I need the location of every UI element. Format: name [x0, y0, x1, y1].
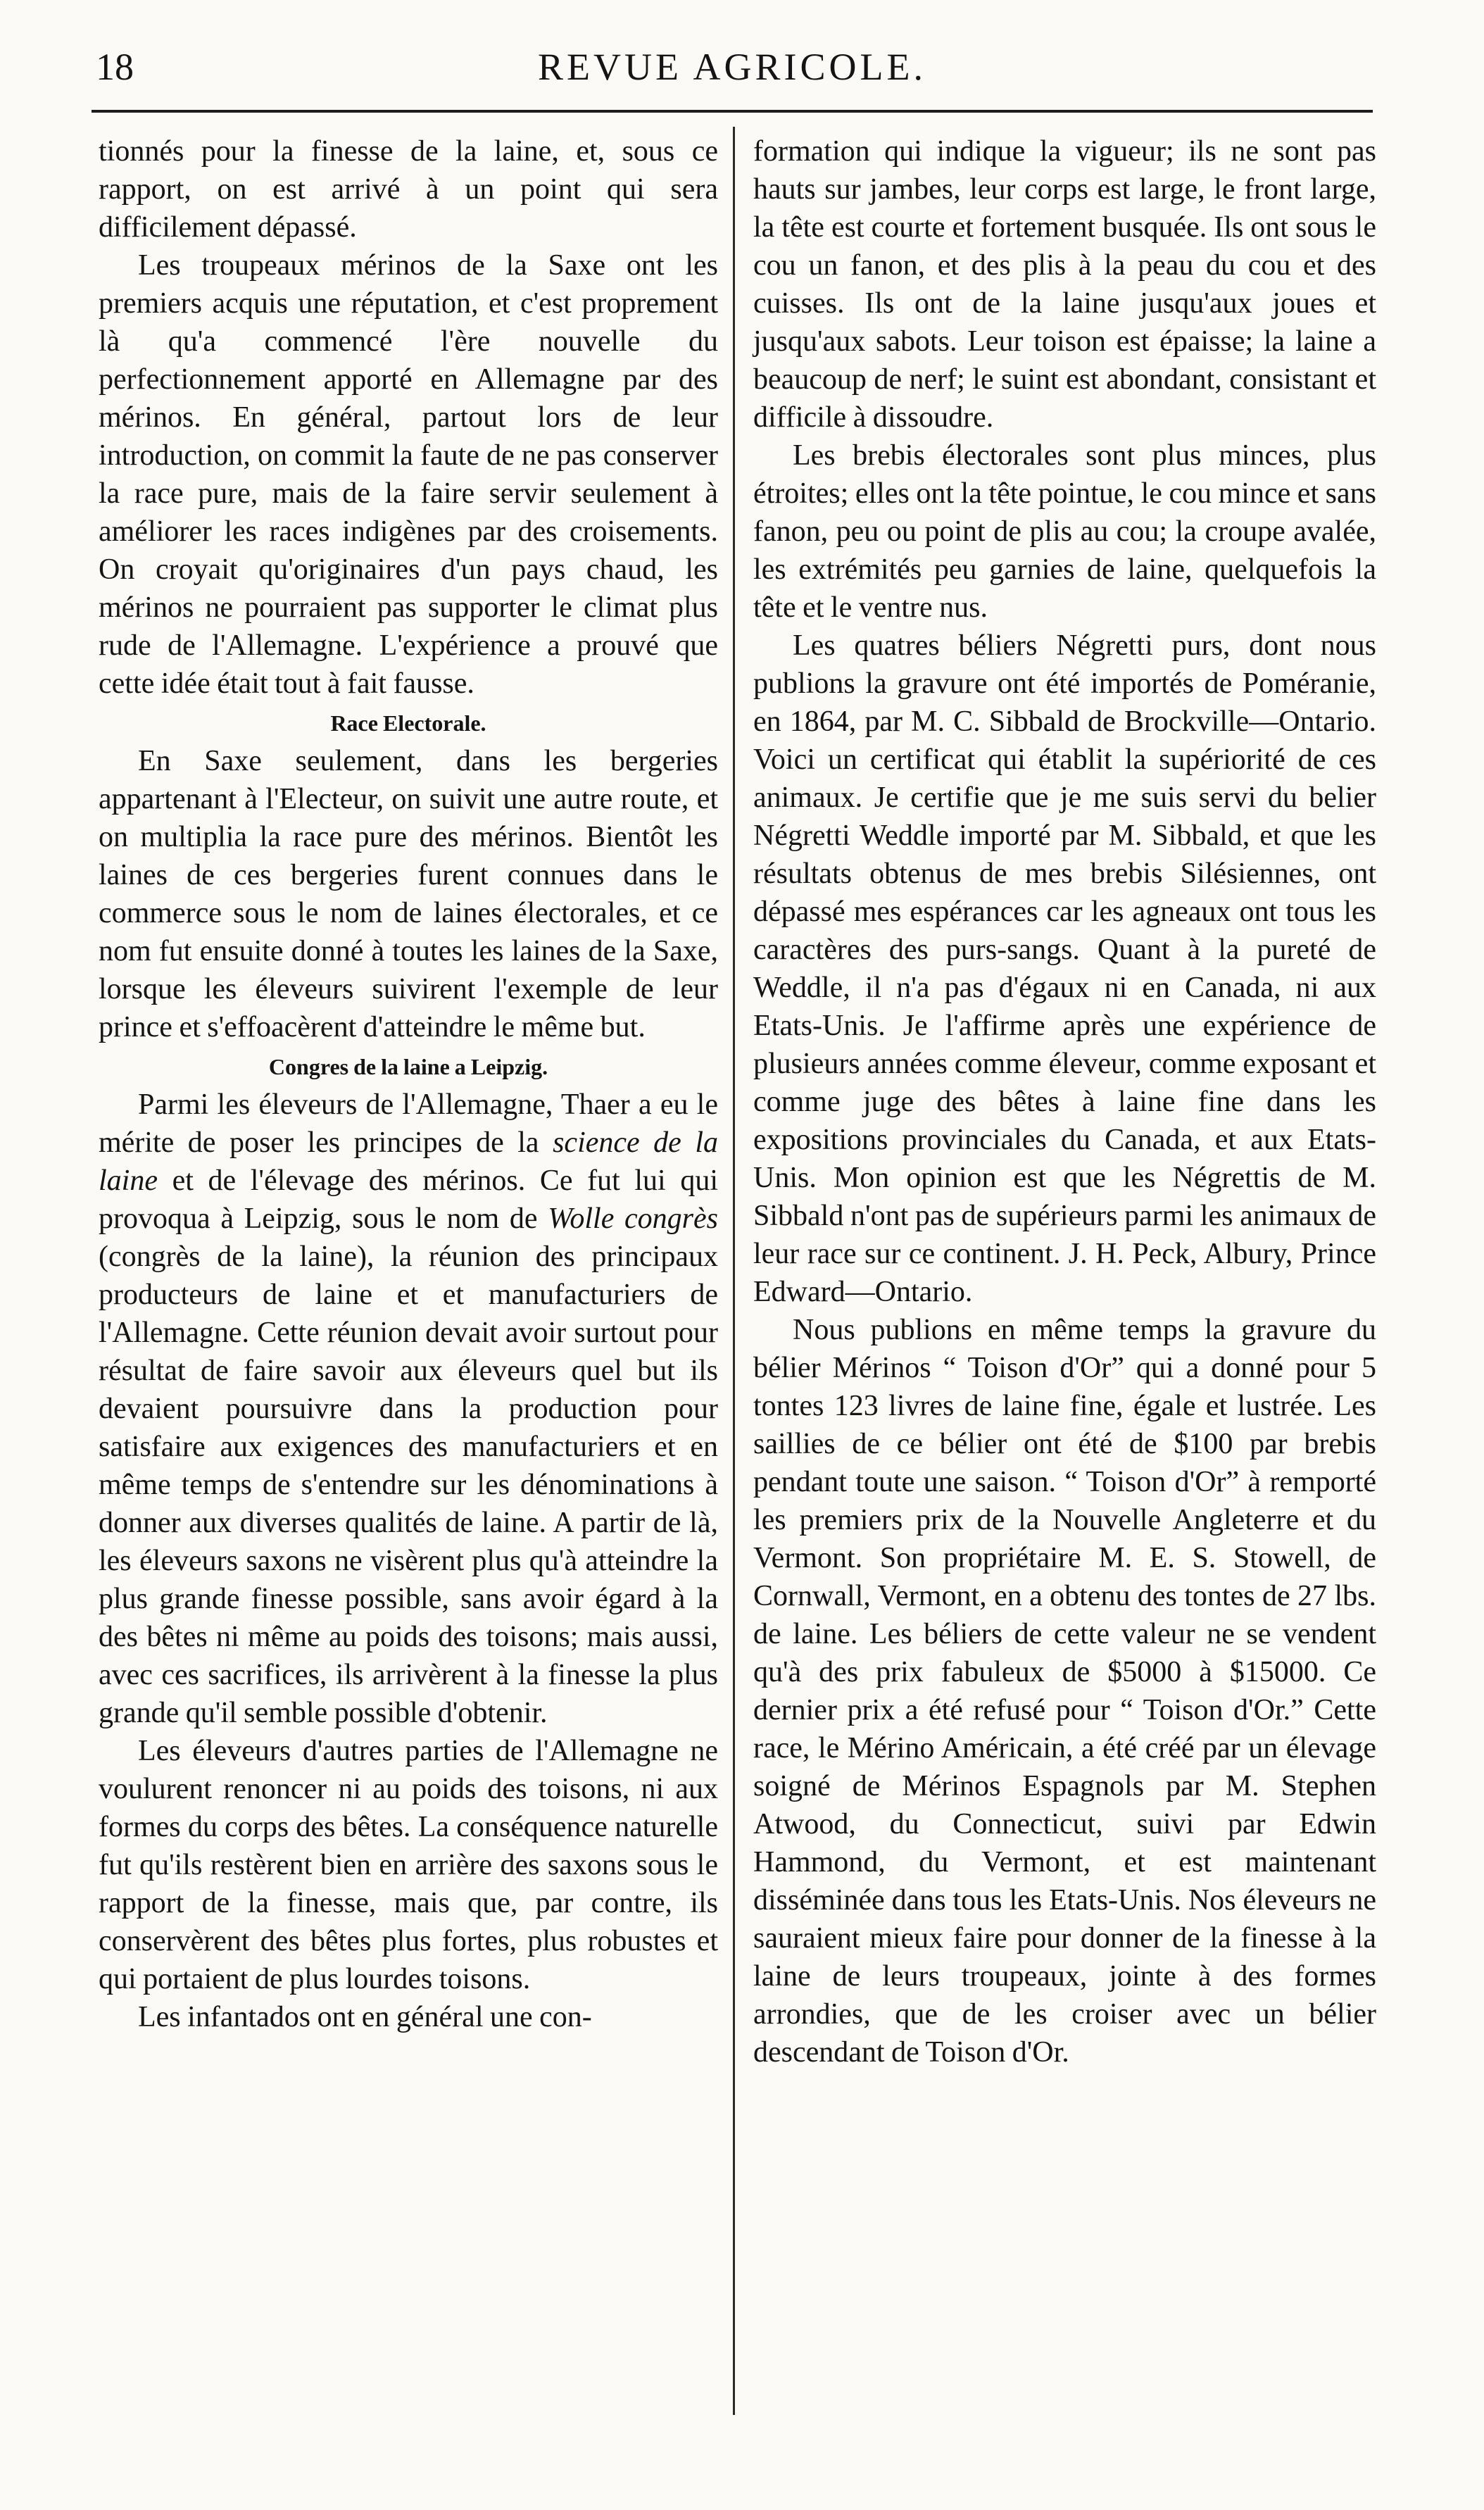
- left-paragraph-1: tionnés pour la finesse de la laine, et, sous ce rapport, on est arrivé à un point qui sera difficilement dépassé.: [99, 135, 718, 244]
- page-header: [92, 45, 1373, 101]
- page-number: 18: [96, 46, 134, 88]
- right-column: [753, 132, 1376, 2071]
- left-paragraph-4-part-c: (congrès de la laine), la réunion des principaux producteurs de laine et et manufacturiers de l'Allemagne. Cette réunion devait avoir surtout pour résultat de faire savoir aux éleveurs quel but ils devaient poursuivre dans la production pour satisfaire aux exigences des manufacturiers et en même temps de s'entendre sur les dénominations à donner aux diverses qualités de laine. A partir de là, les éleveurs saxons ne visèrent plus qu'à atteindre la plus grande finesse possible, sans avoir égard à la des bêtes ni même au poids des toisons; mais aussi, avec ces sacrifices, ils arrivèrent à la finesse la plus grande qu'il semble possible d'obtenir.: [99, 1241, 718, 1729]
- left-paragraph-3: En Saxe seulement, dans les bergeries appartenant à l'Electeur, on suivit une autre route, et on multiplia la race pure des mérinos. Bientôt les laines de ces bergeries furent connues dans le commerce sous le nom de laines électorales, et ce nom fut ensuite donné à toutes les laines de la Saxe, lorsque les éleveurs suivirent l'exemple de leur prince et s'effoacèrent d'atteindre le même but.: [99, 745, 718, 1043]
- italic-wolle-congres: Wolle congrès: [548, 1203, 718, 1235]
- left-paragraph-4: [99, 1086, 718, 1732]
- italic-science-de-la-laine: science de la laine: [99, 1127, 719, 1197]
- header-rule: [92, 110, 1373, 113]
- right-paragraph-1: formation qui indique la vigueur; ils ne sont pas hauts sur jambes, leur corps est large, le front large, la tête est courte et fortement busquée. Ils ont sous le cou un fanon, et des plis à la peau du cou et des cuisses. Ils ont de la laine jusqu'aux joues et jusqu'aux sabots. Leur toison est épaisse; la laine a beaucoup de nerf; le suint est abondant, consistant et difficile à dissoudre.: [753, 135, 1376, 434]
- running-title: REVUE AGRICOLE.: [538, 46, 926, 88]
- left-column: [99, 132, 718, 2036]
- section-heading-race-electorale: Race Electorale.: [330, 710, 486, 736]
- left-paragraph-4-part-a: Parmi les éleveurs de l'Allemagne, Thaer a eu le mérite de poser les principes de la: [99, 1088, 718, 1159]
- right-paragraph-3: Les quatres béliers Négretti purs, dont nous publions la gravure ont été importés de Poméranie, en 1864, par M. C. Sibbald de Brockville—Ontario. Voici un certificat qui établit la supériorité de ces animaux. Je certifie que je me suis servi du belier Négretti Weddle importé par M. Sibbald, et que les résultats obtenus de mes brebis Silésiennes, ont dépassé mes espérances car les agneaux ont tous les caractères des purs-sangs. Quant à la pureté de Weddle, il n'a pas d'égaux ni en Canada, ni aux Etats-Unis. Je l'affirme après une expérience de plusieurs années comme éleveur, comme exposant et comme juge des bêtes à laine fine dans les expositions provinciales du Canada, et aux Etats-Unis. Mon opinion est que les Négrettis de M. Sibbald n'ont pas de supérieurs parmi les animaux de leur race sur ce continent. J. H. Peck, Albury, Prince Edward—Ontario.: [753, 629, 1376, 1308]
- left-paragraph-6: Les infantados ont en général une con-: [138, 2001, 592, 2033]
- column-divider: [733, 127, 735, 2415]
- right-paragraph-2: Les brebis électorales sont plus minces, plus étroites; elles ont la tête pointue, le cou mince et sans fanon, peu ou point de plis au cou; la croupe avalée, les extrémités peu garnies de laine, quelquefois la tête et le ventre nus.: [753, 439, 1376, 624]
- right-paragraph-4: Nous publions en même temps la gravure du bélier Mérinos “ Toison d'Or” qui a donné pour 5 tontes 123 livres de laine fine, égale et lustrée. Les saillies de ce bélier ont été de $100 par brebis pendant toute une saison. “ Toison d'Or” à remporté les premiers prix de la Nouvelle Angleterre et du Vermont. Son propriétaire M. E. S. Stowell, de Cornwall, Vermont, en a obtenu des tontes de 27 lbs. de laine. Les béliers de cette valeur ne se vendent qu'à des prix fabuleux de $5000 à $15000. Ce dernier prix a été refusé pour “ Toison d'Or.” Cette race, le Mérino Américain, a été créé par un élevage soigné de Mérinos Espagnols par M. Stephen Atwood, du Connecticut, suivi par Edwin Hammond, du Vermont, et est maintenant disséminée dans tous les Etats-Unis. Nos éleveurs ne sauraient mieux faire pour donner de la finesse à la laine de leurs troupeaux, jointe à des formes arrondies, que de les croiser avec un bélier descendant de Toison d'Or.: [753, 1314, 1376, 2069]
- section-heading-congres-leipzig: Congres de la laine a Leipzig.: [268, 1054, 548, 1079]
- left-paragraph-5: Les éleveurs d'autres parties de l'Allemagne ne voulurent renoncer ni au poids des toisons, ni aux formes du corps des bêtes. La conséquence naturelle fut qu'ils restèrent bien en arrière des saxons sous le rapport de la finesse, mais que, par contre, ils conservèrent des bêtes plus fortes, plus robustes et qui portaient de plus lourdes toisons.: [99, 1735, 718, 1995]
- left-paragraph-4-part-b: et de l'élevage des mérinos. Ce fut lui qui provoqua à Leipzig, sous le nom de: [99, 1165, 718, 1235]
- left-paragraph-2: Les troupeaux mérinos de la Saxe ont les premiers acquis une réputation, et c'est proprement là qu'a commencé l'ère nouvelle du perfectionnement apporté en Allemagne par des mérinos. En général, partout lors de leur introduction, on commit la faute de ne pas conserver la race pure, mais de la faire servir seulement à améliorer les races indigènes par des croisements. On croyait qu'originaires d'un pays chaud, les mérinos ne pourraient pas supporter le climat plus rude de l'Allemagne. L'expérience a prouvé que cette idée était tout à fait fausse.: [99, 249, 718, 700]
